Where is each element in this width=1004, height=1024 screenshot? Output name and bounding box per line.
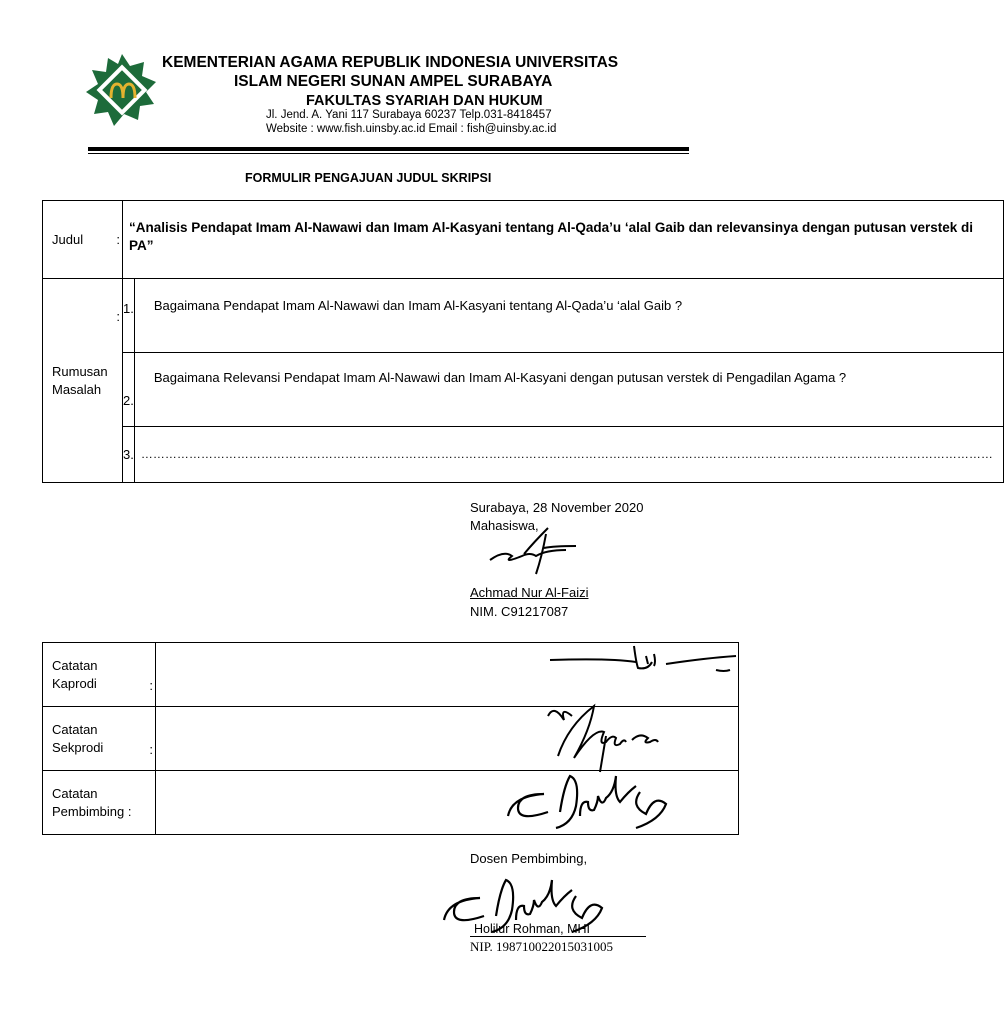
pembimbing-note-signature-icon [500, 772, 680, 838]
judul-colon: : [116, 232, 120, 247]
student-signature-icon [484, 526, 584, 590]
note-label-line2 [52, 803, 155, 821]
rumusan-colon: : [116, 309, 120, 324]
advisor-name-underline [470, 936, 646, 937]
advisor-nip: NIP. 198710022015031005 [470, 939, 614, 954]
sign-date: Surabaya, 28 November 2020 [470, 500, 644, 515]
note-label-line1: Catatan [52, 785, 98, 801]
item-2-number: 2. [123, 353, 135, 427]
header-faculty: FAKULTAS SYARIAH DAN HUKUM [306, 93, 543, 109]
note-label-kaprodi [43, 643, 156, 707]
student-name: Achmad Nur Al-Faizi [470, 585, 589, 600]
note-colon: : [149, 678, 153, 693]
rumusan-row-3 [43, 427, 1004, 483]
rumusan-row-1 [43, 279, 1004, 353]
header-contact: Website : www.fish.uinsby.ac.id Email : fish@uinsby.ac.id [266, 123, 557, 135]
submission-table [42, 200, 1004, 483]
header-university: ISLAM NEGERI SUNAN AMPEL SURABAYA [234, 73, 553, 90]
header-rule-thin [88, 153, 689, 154]
form-title: FORMULIR PENGAJUAN JUDUL SKRIPSI [245, 171, 492, 185]
judul-value: “Analisis Pendapat Imam Al-Nawawi dan Imam Al-Kasyani tentang Al-Qada’u ‘alal Gaib dan relevansinya dengan putusan verstek di PA” [123, 201, 1004, 279]
rumusan-label: Rumusan Masalah [52, 363, 108, 397]
uinsa-logo-icon [84, 52, 160, 128]
note-label-line2: Kaprodi [52, 675, 97, 691]
note-colon: : [127, 803, 132, 819]
header-rule-thick [88, 147, 689, 151]
note-label-line1: Catatan [52, 657, 98, 673]
kaprodi-signature-icon [546, 640, 742, 684]
note-colon: : [149, 742, 153, 757]
item-3-text: …………………………………………………………………………………………………………………………………………………………………………………………… [134, 427, 1003, 483]
judul-label-cell [43, 201, 123, 279]
student-role: Mahasiswa, [470, 518, 539, 533]
header-ministry: KEMENTERIAN AGAMA REPUBLIK INDONESIA UNIVERSITAS [162, 54, 619, 71]
advisor-name: Holilur Rohman, MHI [474, 922, 591, 936]
judul-row [43, 201, 1004, 279]
header-address: Jl. Jend. A. Yani 117 Surabaya 60237 Telp.031-8418457 [266, 109, 552, 121]
item-2-text: Bagaimana Relevansi Pendapat Imam Al-Nawawi dan Imam Al-Kasyani dengan putusan verstek di Pengadilan Agama ? [134, 353, 1003, 427]
note-label-sekprodi [43, 707, 156, 771]
item-1-text: Bagaimana Pendapat Imam Al-Nawawi dan Imam Al-Kasyani tentang Al-Qada’u ‘alal Gaib ? [134, 279, 1003, 353]
note-label-line1: Catatan [52, 721, 98, 737]
rumusan-label-cell [43, 279, 123, 483]
rumusan-row-2 [43, 353, 1004, 427]
note-label-pembimbing [43, 771, 156, 835]
note-label-line2: Sekprodi [52, 739, 104, 755]
item-3-number: 3. [123, 427, 135, 483]
advisor-role: Dosen Pembimbing, [470, 851, 588, 866]
item-1-number: 1. [123, 279, 135, 353]
judul-label: Judul [52, 232, 84, 247]
sekprodi-signature-icon [540, 700, 668, 776]
note-label-line2-text: Pembimbing [52, 803, 125, 819]
student-nim: NIM. C91217087 [470, 604, 569, 619]
